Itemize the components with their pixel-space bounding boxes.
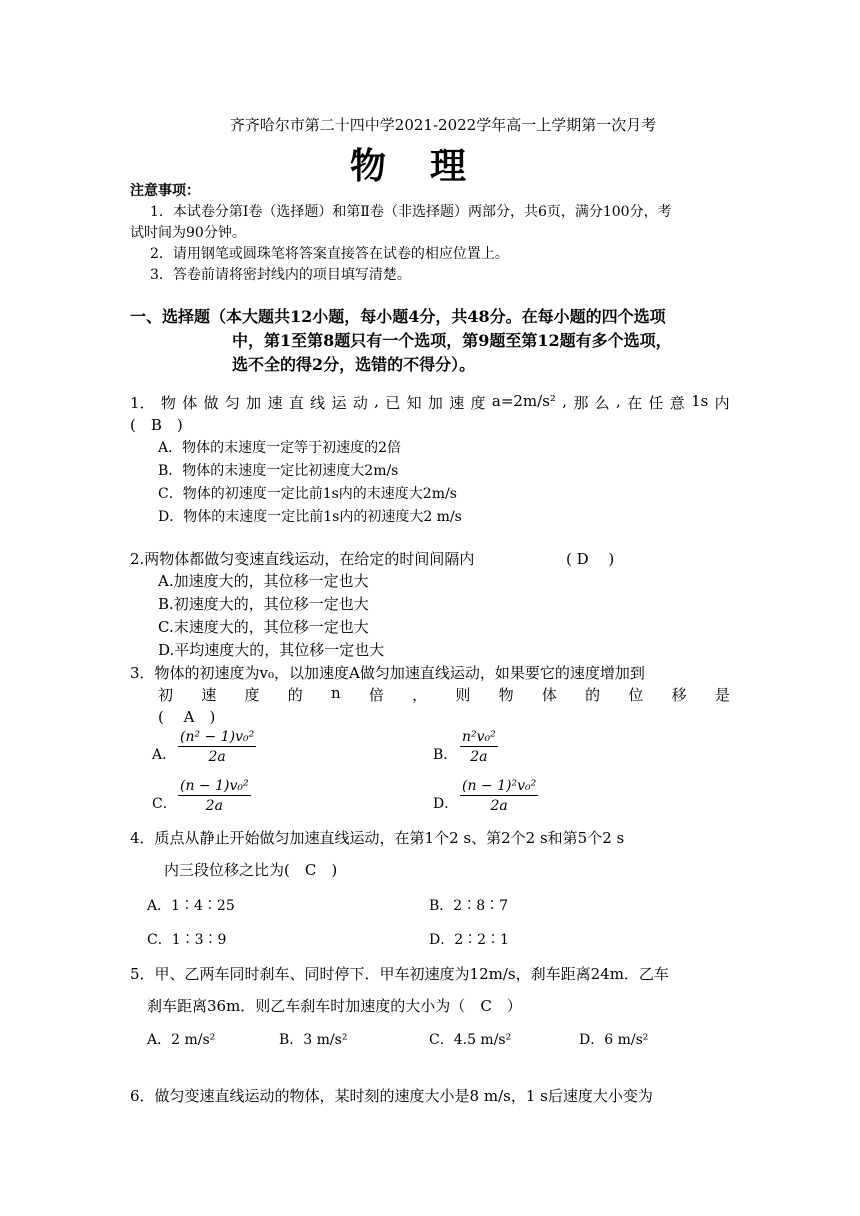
section-heading-line-3: 选不全的得2分，选错的不得分）。	[232, 355, 476, 374]
question-3-option-c-formula	[178, 778, 251, 814]
question-3-stem-cont	[158, 684, 730, 705]
question-1-stem-part: a=2m/s²	[491, 392, 556, 410]
question-1-stem-part: 知	[406, 394, 422, 412]
question-3-stem: 3．物体的初速度为v₀，以加速度A做匀加速直线运动，如果要它的速度增加到	[130, 664, 645, 682]
question-5-stem-cont: 刹车距离36m．则乙车刹车时加速度的大小为（ C ）	[147, 997, 522, 1015]
question-1-stem-part: ,	[562, 392, 568, 410]
question-1-stem-part: 做	[203, 394, 219, 412]
question-4-stem-cont: 内三段位移之比为( C )	[164, 861, 338, 879]
question-3-stem-cont-part: 移	[671, 686, 687, 704]
question-3-option-a-formula	[178, 729, 256, 765]
question-1-stem-part: 那	[573, 394, 589, 412]
formula-denominator: 2a	[205, 798, 223, 814]
question-1-option-c: C．物体的初速度一定比前1s内的末速度大2m/s	[158, 486, 457, 502]
question-3-stem-cont-part: 的	[287, 686, 303, 704]
question-1-option-d: D．物体的末速度一定比前1s内的初速度大2 m/s	[158, 509, 462, 525]
question-1-stem-part: 内	[714, 394, 730, 412]
section-heading-line-2: 中，第1至第8题只有一个选项，第9题至第12题有多个选项，	[232, 331, 672, 350]
question-1-stem	[130, 392, 730, 413]
question-1-stem-part: ,	[615, 392, 621, 410]
question-2-option-d: D.平均速度大的，其位移一定也大	[158, 641, 385, 659]
question-3-stem-cont-part: 度	[244, 686, 260, 704]
formula-numerator: n²v₀²	[462, 729, 496, 745]
formula-numerator: (n − 1)v₀²	[180, 778, 249, 794]
question-3-stem-cont-part: ，	[412, 686, 428, 704]
formula-numerator: (n − 1)²v₀²	[462, 778, 537, 794]
notice-item-1: 1．本试卷分第Ⅰ卷（选择题）和第Ⅱ卷（非选择题）两部分，共6页，满分100分，考	[150, 204, 672, 220]
section-heading-line-1: 一、选择题（本大题共12小题，每小题4分，共48分。在每小题的四个选项	[130, 307, 666, 326]
question-3-option-b-label: B．	[433, 747, 458, 763]
question-5-option-c: C．4.5 m/s²	[429, 1032, 512, 1048]
question-1-stem-part: 度	[470, 394, 486, 412]
formula-denominator: 2a	[470, 749, 488, 765]
question-1-stem-part: 1s	[691, 392, 709, 410]
question-3-stem-cont-part: 倍	[368, 686, 384, 704]
question-3-option-c-label: C．	[152, 796, 177, 812]
question-1-stem-part: 速	[267, 394, 283, 412]
question-3-option-d-formula	[460, 778, 538, 814]
question-2-option-c: C.末速度大的，其位移一定也大	[158, 618, 369, 636]
question-1-stem-part: 物	[160, 394, 176, 412]
question-1-stem-part: 速	[449, 394, 465, 412]
question-1-stem-part: 线	[310, 394, 326, 412]
question-5-stem: 5．甲、乙两车同时刹车、同时停下．甲车初速度为12m/s，刹车距离24m．乙车	[130, 965, 669, 983]
question-4-option-b: B．2∶8∶7	[429, 898, 509, 914]
notice-item-3: 3．答卷前请将密封线内的项目填写清楚。	[150, 267, 411, 283]
question-4-stem: 4．质点从静止开始做匀加速直线运动，在第1个2 s、第2个2 s和第5个2 s	[130, 829, 625, 847]
school-exam-title: 齐齐哈尔市第二十四中学2021-2022学年高一上学期第一次月考	[229, 116, 657, 134]
question-3-stem-cont-part: 物	[498, 686, 514, 704]
question-4-option-a: A．1∶4∶25	[147, 898, 235, 914]
question-1-stem-part: 加	[427, 394, 443, 412]
question-1-stem-part: ,	[374, 392, 379, 410]
question-1-stem-part: 意	[669, 394, 685, 412]
question-3-stem-cont-part: 是	[714, 686, 730, 704]
formula-denominator: 2a	[490, 798, 508, 814]
question-3-stem-cont-part: 则	[455, 686, 471, 704]
question-4-option-c: C．1∶3∶9	[147, 932, 227, 948]
formula-denominator: 2a	[208, 749, 226, 765]
question-6-stem: 6．做匀变速直线运动的物体，某时刻的速度大小是8 m/s，1 s后速度大小变为	[130, 1087, 653, 1105]
question-3-option-d-label: D．	[433, 796, 459, 812]
question-1-option-b: B．物体的末速度一定比初速度大2m/s	[158, 463, 399, 479]
notice-heading: 注意事项：	[130, 183, 200, 199]
question-2-stem: 2.两物体都做匀变速直线运动，在给定的时间间隔内	[130, 550, 475, 568]
question-3-stem-cont-part: 的	[585, 686, 601, 704]
subject-char-1: 物	[350, 145, 387, 187]
question-5-option-d: D．6 m/s²	[579, 1032, 649, 1048]
question-3-stem-cont-part: 体	[541, 686, 557, 704]
formula-numerator: (n² − 1)v₀²	[180, 729, 255, 745]
subject-title	[350, 138, 466, 189]
question-2-option-a: A.加速度大的，其位移一定也大	[158, 572, 369, 590]
question-3-stem-cont-part: n	[331, 684, 341, 702]
notice-item-2: 2．请用钢笔或圆珠笔将答案直接答在试卷的相应位置上。	[150, 246, 509, 262]
question-5-option-b: B．3 m/s²	[279, 1032, 348, 1048]
question-3-stem-cont-part: 速	[201, 686, 217, 704]
question-1-stem-part: 么	[594, 394, 610, 412]
question-1-stem-part: 任	[648, 394, 664, 412]
question-1-stem-part: 加	[246, 394, 262, 412]
question-3-option-b-formula	[460, 729, 498, 765]
subject-char-2: 理	[430, 145, 467, 187]
question-1-stem-part: 动	[352, 394, 368, 412]
question-1-stem-part: 1．	[130, 394, 155, 412]
question-1-stem-part: 运	[331, 394, 347, 412]
question-1-stem-part: 已	[385, 394, 401, 412]
question-5-option-a: A．2 m/s²	[147, 1032, 216, 1048]
question-3-answer: ( A )	[158, 708, 216, 726]
question-2-answer: ( D )	[566, 550, 615, 568]
question-3-stem-cont-part: 位	[628, 686, 644, 704]
question-1-answer: ( B )	[130, 416, 183, 434]
question-1-stem-part: 在	[627, 394, 643, 412]
question-4-option-d: D．2∶2∶1	[429, 932, 509, 948]
question-3-option-a-label: A．	[152, 747, 177, 763]
question-1-option-a: A．物体的末速度一定等于初速度的2倍	[158, 440, 402, 456]
notice-item-1-cont: 试时间为90分钟。	[130, 225, 246, 241]
question-1-stem-part: 直	[288, 394, 304, 412]
question-2-option-b: B.初速度大的，其位移一定也大	[158, 595, 369, 613]
question-1-stem-part: 匀	[224, 394, 240, 412]
question-3-stem-cont-part: 初	[158, 686, 174, 704]
question-1-stem-part: 体	[182, 394, 198, 412]
